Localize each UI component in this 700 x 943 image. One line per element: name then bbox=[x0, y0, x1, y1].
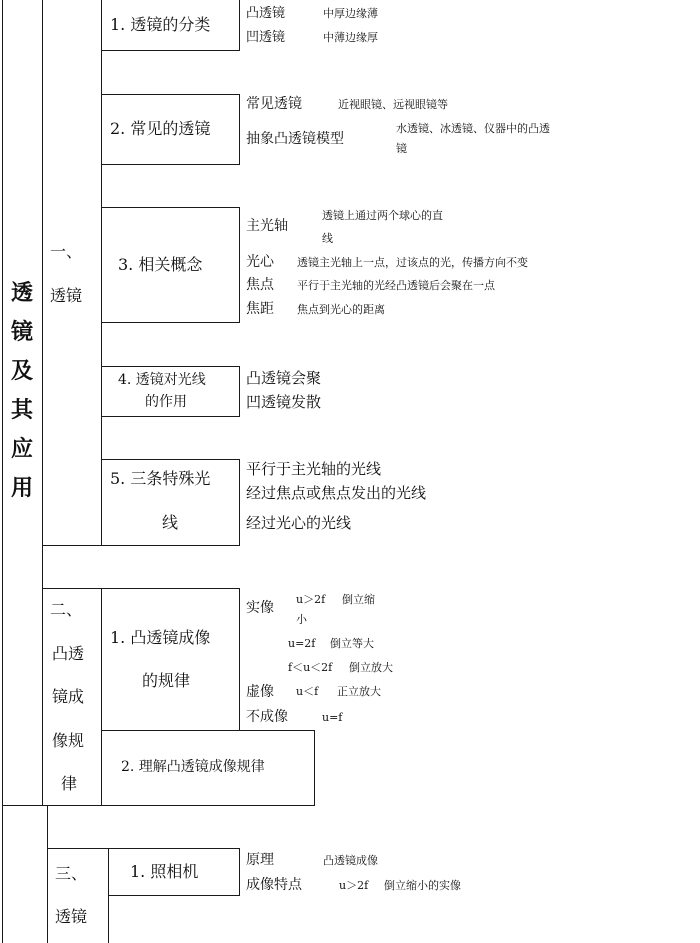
main-title-char: 其 bbox=[10, 397, 33, 423]
topic-cond: u=f bbox=[322, 711, 343, 724]
topic-cond: u＞2f bbox=[296, 593, 326, 606]
topic-term: 焦点 bbox=[246, 277, 274, 293]
section-two-title-line: 律 bbox=[61, 774, 78, 793]
topic-text: 凸透镜会聚 bbox=[246, 369, 322, 387]
topic-cond: u＜f bbox=[296, 685, 319, 698]
border-line bbox=[42, 0, 43, 805]
topic-result: 小 bbox=[296, 613, 307, 626]
border-line bbox=[239, 94, 240, 165]
border-line bbox=[101, 588, 102, 805]
topic-desc: 透镜主光轴上一点，过该点的光，传播方向不变 bbox=[297, 256, 528, 269]
topic-title: 2. 理解凸透镜成像规律 bbox=[121, 759, 265, 775]
topic-text: 经过光心的光线 bbox=[246, 514, 352, 532]
topic-text: 平行于主光轴的光线 bbox=[246, 460, 382, 478]
topic-desc: 中厚边缘薄 bbox=[323, 7, 378, 20]
topic-result: 倒立等大 bbox=[330, 637, 374, 650]
main-title-char: 应 bbox=[10, 436, 33, 462]
topic-title: 的规律 bbox=[142, 671, 191, 690]
topic-text: 凹透镜发散 bbox=[246, 393, 322, 411]
topic-term: 虚像 bbox=[246, 684, 274, 700]
topic-title: 1. 透镜的分类 bbox=[110, 15, 211, 34]
main-title bbox=[2, 282, 42, 499]
topic-desc: 中薄边缘厚 bbox=[323, 31, 378, 44]
section-three-number: 三、 bbox=[55, 864, 88, 883]
section-three-title: 透镜 bbox=[55, 907, 88, 926]
topic-desc: 倒立缩小的实像 bbox=[384, 879, 461, 892]
topic-title: 的作用 bbox=[145, 394, 187, 410]
topic-result: 倒立缩 bbox=[342, 593, 375, 606]
topic-term: 凹透镜 bbox=[246, 30, 286, 45]
border-line bbox=[42, 545, 240, 546]
topic-title: 1. 凸透镜成像 bbox=[110, 628, 211, 647]
border-line bbox=[101, 50, 240, 51]
topic-desc: 镜 bbox=[396, 142, 407, 155]
topic-result: 倒立放大 bbox=[349, 661, 393, 674]
border-line bbox=[108, 895, 240, 896]
border-line bbox=[239, 207, 240, 323]
border-line bbox=[239, 459, 240, 546]
topic-title: 1. 照相机 bbox=[130, 862, 199, 881]
border-line bbox=[101, 730, 315, 731]
topic-desc: 凸透镜成像 bbox=[323, 854, 378, 867]
topic-desc: 透镜上通过两个球心的直 bbox=[322, 209, 443, 222]
topic-desc: 近视眼镜、远视眼镜等 bbox=[338, 98, 448, 111]
topic-desc: 平行于主光轴的光经凸透镜后会聚在一点 bbox=[297, 279, 495, 292]
border-line bbox=[101, 0, 102, 545]
topic-term: 光心 bbox=[246, 254, 274, 270]
border-line bbox=[239, 588, 240, 731]
topic-result: 正立放大 bbox=[337, 685, 381, 698]
topic-text: 经过焦点或焦点发出的光线 bbox=[246, 484, 427, 502]
section-one-title: 透镜 bbox=[50, 286, 83, 305]
topic-term: 常见透镜 bbox=[246, 96, 302, 112]
border-line bbox=[101, 164, 240, 165]
topic-cond: u=2f bbox=[288, 637, 316, 650]
border-line bbox=[47, 848, 240, 849]
topic-title: 4. 透镜对光线 bbox=[118, 372, 206, 388]
border-line bbox=[314, 730, 315, 806]
topic-term: 成像特点 bbox=[246, 877, 302, 893]
border-line bbox=[47, 805, 48, 943]
border-line bbox=[101, 366, 240, 367]
topic-term: 原理 bbox=[246, 852, 274, 868]
border-line bbox=[2, 805, 315, 806]
topic-term: 抽象凸透镜模型 bbox=[246, 131, 344, 147]
border-line bbox=[239, 366, 240, 417]
main-title-char: 镜 bbox=[10, 319, 33, 345]
topic-desc: 水透镜、冰透镜、仪器中的凸透 bbox=[396, 122, 550, 135]
section-two-number: 二、 bbox=[50, 600, 83, 619]
border-line bbox=[101, 94, 240, 95]
border-line bbox=[42, 588, 240, 589]
topic-title: 3. 相关概念 bbox=[118, 255, 203, 274]
topic-term: 凸透镜 bbox=[246, 6, 286, 21]
border-line bbox=[239, 0, 240, 51]
topic-desc: 线 bbox=[322, 232, 333, 245]
border-line bbox=[239, 848, 240, 896]
topic-desc: 焦点到光心的距离 bbox=[297, 303, 385, 316]
main-title-char: 及 bbox=[10, 358, 33, 384]
section-two-title-line: 凸透 bbox=[52, 644, 85, 663]
topic-term: 主光轴 bbox=[246, 218, 288, 234]
main-title-char: 用 bbox=[10, 475, 33, 501]
topic-cond: u＞2f bbox=[339, 879, 369, 892]
border-line bbox=[101, 322, 240, 323]
section-two-title-line: 像规 bbox=[52, 731, 85, 750]
topic-title: 线 bbox=[162, 513, 179, 532]
topic-term: 实像 bbox=[246, 600, 274, 616]
border-line bbox=[101, 459, 240, 460]
topic-title: 5. 三条特殊光 bbox=[110, 469, 211, 488]
border-line bbox=[101, 207, 240, 208]
main-title-char: 透 bbox=[10, 280, 33, 306]
border-line bbox=[101, 416, 240, 417]
section-one-number: 一、 bbox=[50, 242, 83, 261]
topic-term: 不成像 bbox=[246, 709, 288, 725]
topic-title: 2. 常见的透镜 bbox=[110, 119, 211, 138]
section-two-title-line: 镜成 bbox=[52, 687, 85, 706]
topic-term: 焦距 bbox=[246, 301, 274, 317]
topic-cond: f＜u＜2f bbox=[288, 661, 333, 674]
